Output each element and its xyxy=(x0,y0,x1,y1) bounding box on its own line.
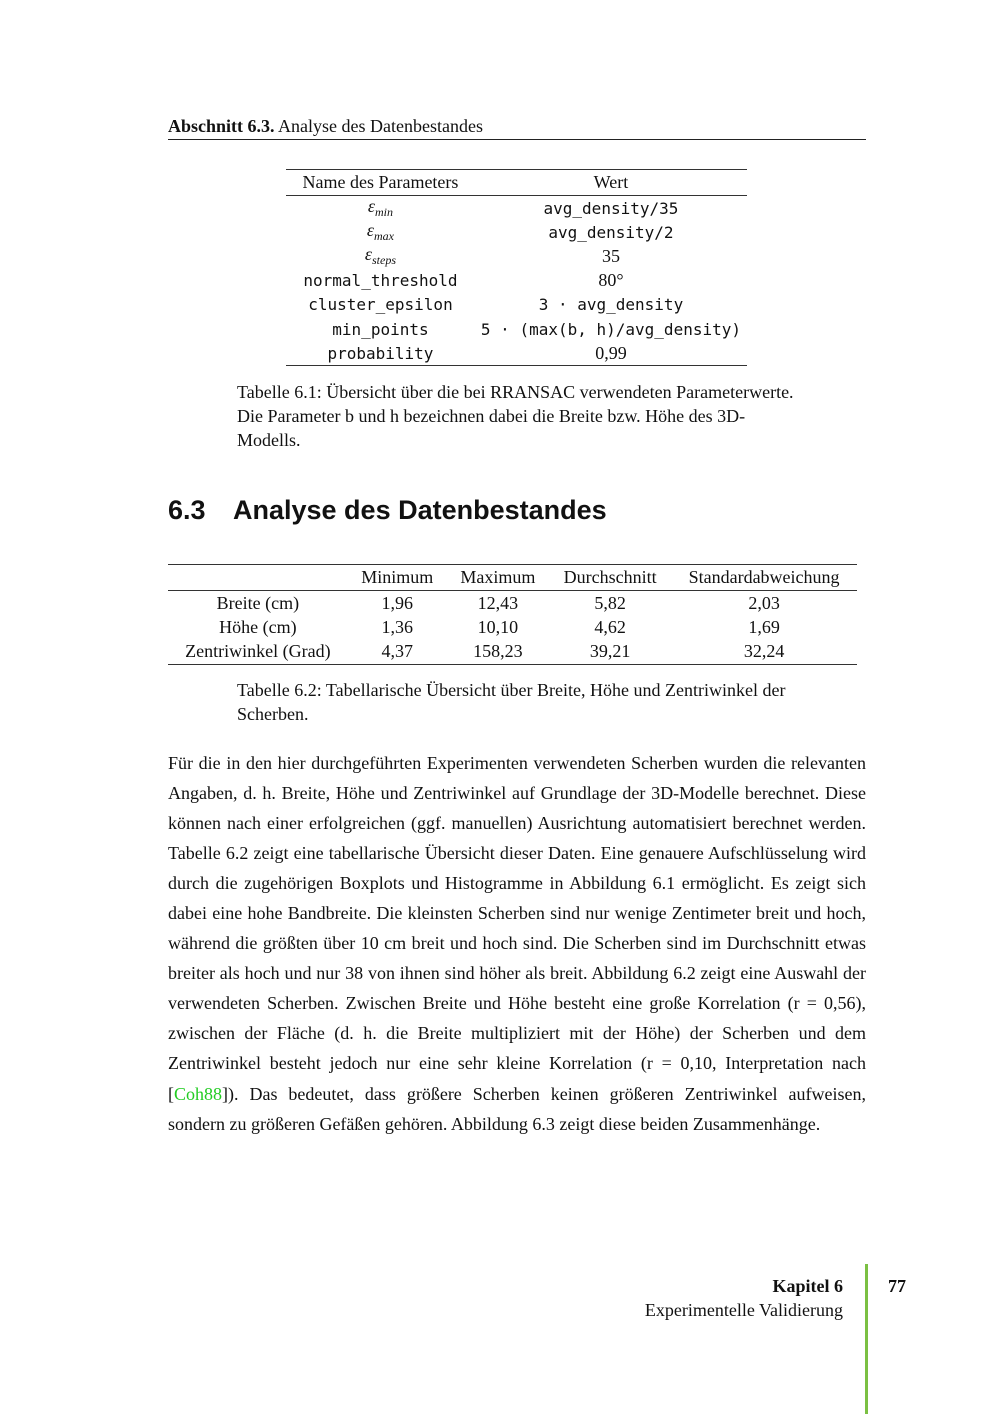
table-row xyxy=(168,591,857,616)
param-name-cell: probability xyxy=(327,343,434,363)
column-header: Minimum xyxy=(348,565,447,591)
table-row xyxy=(286,269,747,293)
param-name-cell xyxy=(286,196,475,221)
column-header: Name des Parameters xyxy=(286,170,475,196)
param-subscript: max xyxy=(374,229,394,244)
header-title: Analyse des Datenbestandes xyxy=(278,116,483,136)
table-cell: 1,96 xyxy=(381,592,414,613)
table-row xyxy=(286,196,747,221)
column-header: Maximum xyxy=(447,565,549,591)
epsilon-symbol: ε xyxy=(366,220,374,241)
row-label: Höhe (cm) xyxy=(219,616,297,637)
epsilon-symbol: ε xyxy=(367,196,375,217)
table-cell: 10,10 xyxy=(477,616,519,637)
table-cell: 4,62 xyxy=(594,616,626,637)
table-cell: 2,03 xyxy=(748,592,780,613)
statistics-table xyxy=(168,564,857,665)
param-value-cell: 35 xyxy=(601,245,620,266)
table-cell: 4,37 xyxy=(381,640,414,661)
param-name-cell: normal_threshold xyxy=(303,271,458,291)
table-cell: 158,23 xyxy=(473,640,523,661)
table-row xyxy=(168,639,857,664)
footer-divider xyxy=(865,1264,868,1414)
param-value-cell: 0,99 xyxy=(595,342,627,363)
param-subscript: min xyxy=(375,205,393,220)
table-row xyxy=(168,615,857,639)
table-header-row xyxy=(168,565,857,591)
table-cell: 12,43 xyxy=(477,592,519,613)
table-caption-6-1: Tabelle 6.1: Übersicht über die bei RRANSAC verwendeten Parameterwerte. Die Parameter b und h bezeichnen dabei die Breite bzw. Höhe des 3D-Modells. xyxy=(237,382,794,450)
table-cell: 32,24 xyxy=(743,640,785,661)
header-label: Abschnitt 6.3. xyxy=(168,116,275,136)
table-row xyxy=(286,293,747,317)
table-cell: 1,69 xyxy=(748,616,780,637)
footer-chapter-title: Experimentelle Validierung xyxy=(644,1300,843,1320)
param-value-cell: avg_density/2 xyxy=(548,222,674,242)
page-number: 77 xyxy=(888,1276,906,1296)
param-value-cell: 5 · (max(b, h)/avg_density) xyxy=(480,319,741,339)
param-subscript: steps xyxy=(372,253,396,268)
param-value-cell: avg_density/35 xyxy=(543,198,679,218)
table-cell: 5,82 xyxy=(594,592,626,613)
body-text-part: ]). Das bedeutet, dass größere Scherben keinen größeren Zentriwinkel aufweisen, sondern zu größeren Gefäßen gehören. Abbildung 6.3 zeigt diese beiden Zusammenhänge. xyxy=(168,1083,866,1134)
running-header xyxy=(168,114,866,140)
table-header-row xyxy=(286,170,747,196)
row-label: Zentriwinkel (Grad) xyxy=(185,640,331,661)
table-row xyxy=(286,317,747,341)
body-paragraph xyxy=(168,748,866,1139)
table-row xyxy=(286,244,747,268)
table-row xyxy=(286,341,747,366)
param-value-cell: 3 · avg_density xyxy=(538,295,684,315)
param-name-cell xyxy=(286,220,475,244)
row-label: Breite (cm) xyxy=(216,592,300,613)
param-value-cell: 80° xyxy=(598,270,624,291)
param-name-cell: min_points xyxy=(332,319,429,339)
section-title: Analyse des Datenbestandes xyxy=(233,495,607,525)
epsilon-symbol: ε xyxy=(364,244,372,265)
section-number: 6.3 xyxy=(168,495,206,525)
param-name-cell xyxy=(286,244,475,268)
table-row xyxy=(286,220,747,244)
page-footer xyxy=(645,1274,843,1322)
table-cell: 39,21 xyxy=(589,640,631,661)
parameter-table xyxy=(286,169,747,366)
citation-link[interactable]: Coh88 xyxy=(174,1083,223,1104)
body-text-part: Für die in den hier durchgeführten Experimenten verwendeten Scherben wurden die relevanten Angaben, d. h. Breite, Höhe und Zentriwinkel auf Grundlage der 3D-Modelle berechnet. Diese können nach einer erfolgreichen (ggf. manuellen) Ausrichtung automatisiert berechnet werden. Tabelle 6.2 zeigt eine tabellarische Übersicht dieser Daten. Eine genauere Aufschlüsselung wird durch die zugehörigen Boxplots und Histogramme in Abbildung 6.1 ermöglicht. Es zeigt sich dabei eine hohe Bandbreite. Die kleinsten Scherben sind nur wenige Zentimeter breit und hoch, während die größten über 10 cm breit und hoch sind. Die Scherben sind im Durchschnitt etwas breiter als hoch und nur 38 von ihnen sind höher als breit. Abbildung 6.2 zeigt eine Auswahl der verwendeten Scherben. Zwischen Breite und Höhe besteht eine große Korrelation (r = 0,56), zwischen der Fläche (d. h. die Breite multipliziert mit der Höhe) der Scherben und dem Zentriwinkel besteht jedoch nur eine sehr kleine Korrelation (r = 0,10, Interpretation nach [ xyxy=(168,753,866,1104)
table-cell: 1,36 xyxy=(381,616,414,637)
section-heading xyxy=(168,492,607,528)
param-name-cell: cluster_epsilon xyxy=(308,295,453,315)
footer-chapter: Kapitel 6 xyxy=(772,1276,843,1296)
column-header: Standardabweichung xyxy=(671,565,857,591)
column-header: Durchschnitt xyxy=(549,565,671,591)
table-caption-6-2: Tabelle 6.2: Tabellarische Übersicht über Breite, Höhe und Zentriwinkel der Scherben. xyxy=(237,680,786,724)
column-header: Wert xyxy=(475,170,747,196)
column-header xyxy=(168,565,348,591)
